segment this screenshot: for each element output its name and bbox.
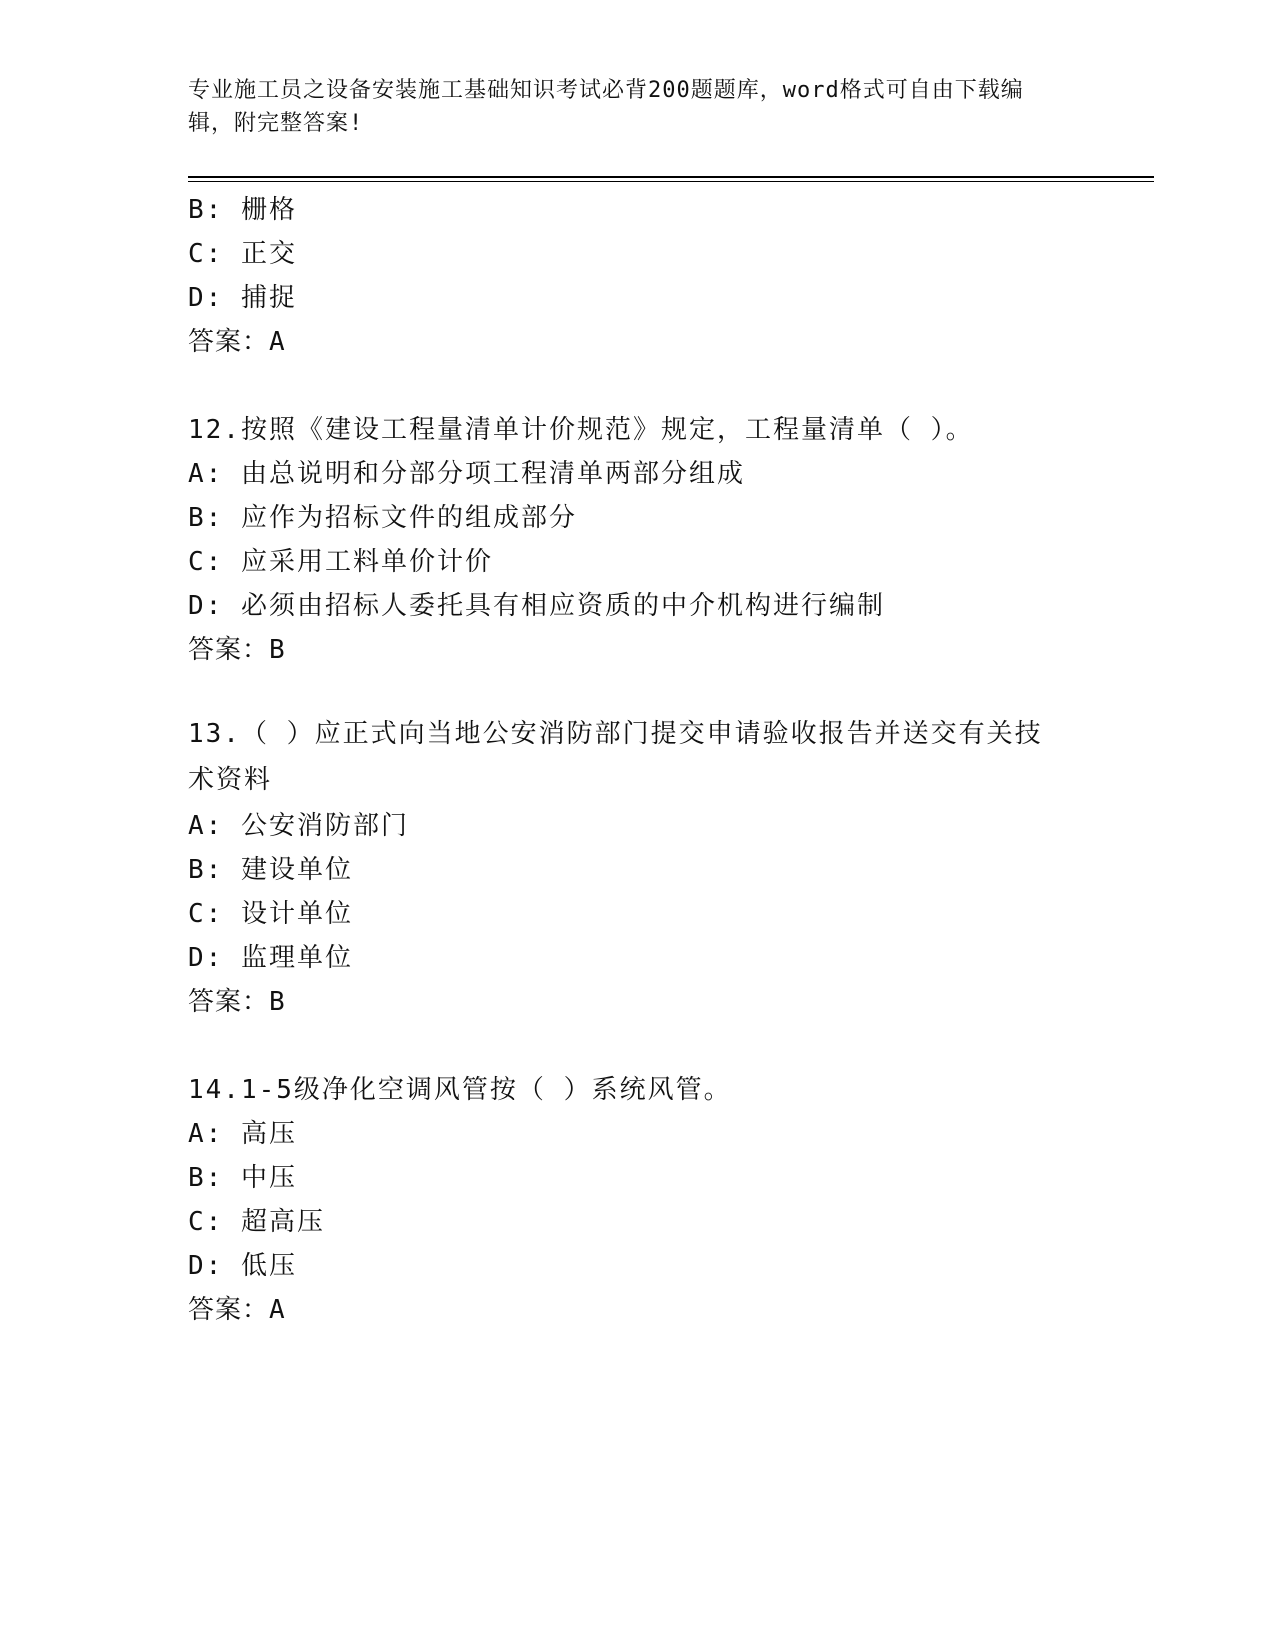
q11-answer: 答案：A: [188, 327, 286, 357]
q12-option-c: C: 应采用工料单价计价: [188, 547, 493, 577]
q14-option-c: C: 超高压: [188, 1207, 325, 1237]
header-rule-thick: [188, 176, 1154, 178]
q14-question: 14.1-5级净化空调风管按（ ）系统风管。: [188, 1075, 732, 1105]
q13-option-c: C: 设计单位: [188, 899, 353, 929]
q12-option-a: A: 由总说明和分部分项工程清单两部分组成: [188, 459, 745, 489]
q13-option-d: D: 监理单位: [188, 943, 353, 973]
q13-answer: 答案：B: [188, 987, 286, 1017]
q11-option-d: D: 捕捉: [188, 283, 297, 313]
q12-option-d: D: 必须由招标人委托具有相应资质的中介机构进行编制: [188, 591, 885, 621]
q13-option-b: B: 建设单位: [188, 855, 353, 885]
document-header-title: 专业施工员之设备安装施工基础知识考试必背200题题库，word格式可自由下载编辑，附完整答案!: [188, 78, 1024, 136]
q14-option-b: B: 中压: [188, 1163, 297, 1193]
q11-option-b: B: 栅格: [188, 195, 297, 225]
q14-answer: 答案：A: [188, 1295, 286, 1325]
q13-option-a: A: 公安消防部门: [188, 811, 409, 841]
q12-option-b: B: 应作为招标文件的组成部分: [188, 503, 577, 533]
q14-option-a: A: 高压: [188, 1119, 297, 1149]
header-rule-thin: [188, 181, 1154, 182]
q13-question: 13.（ ）应正式向当地公安消防部门提交申请验收报告并送交有关技术资料: [188, 719, 1043, 795]
q12-answer: 答案：B: [188, 635, 286, 665]
q12-question: 12.按照《建设工程量清单计价规范》规定，工程量清单（ ）。: [188, 415, 974, 445]
q11-option-c: C: 正交: [188, 239, 297, 269]
q14-option-d: D: 低压: [188, 1251, 297, 1281]
